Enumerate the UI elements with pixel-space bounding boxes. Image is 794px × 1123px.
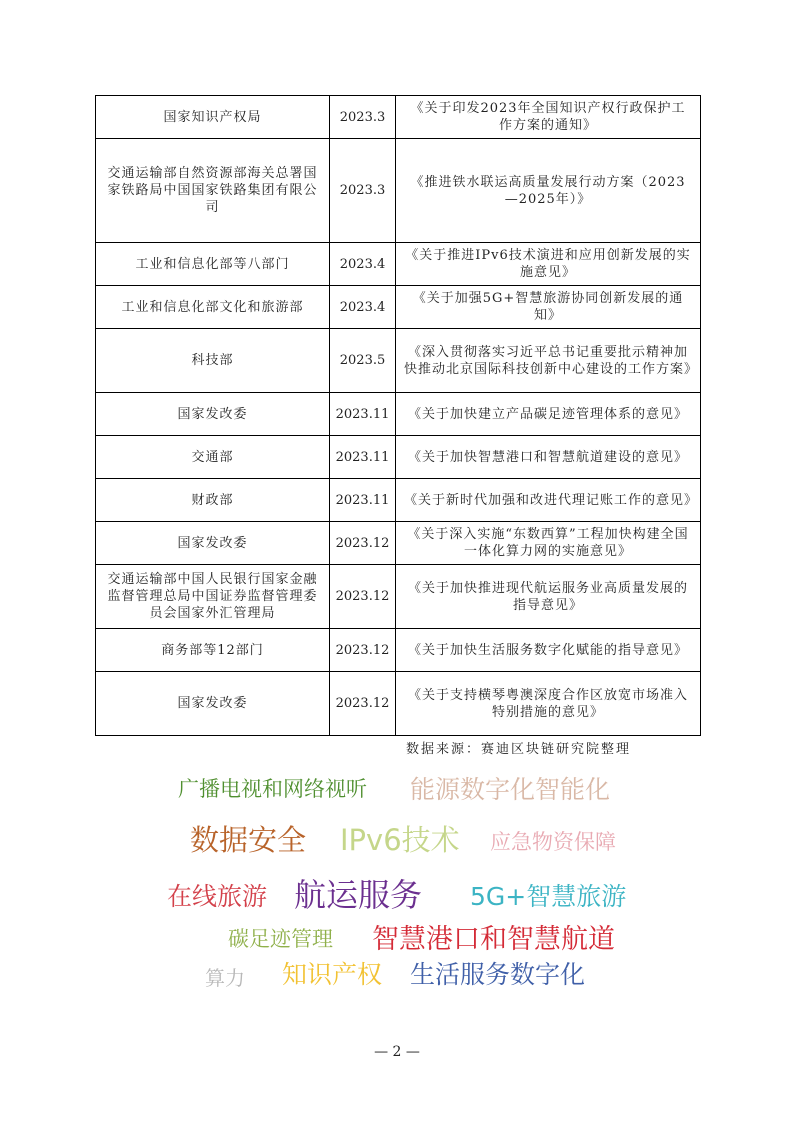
table-row: [96, 393, 701, 436]
document-cell: 《关于推进IPv6技术演进和应用创新发展的实施意见》: [396, 243, 701, 286]
document-cell: 《关于支持横琴粤澳深度合作区放宽市场准入特别措施的意见》: [396, 672, 701, 736]
table-row: [96, 96, 701, 139]
cloud-word: 碳足迹管理: [228, 927, 333, 951]
table-row: [96, 139, 701, 243]
date-cell: 2023.5: [330, 329, 396, 393]
department-cell: 交通运输部自然资源部海关总署国家铁路局中国国家铁路集团有限公司: [96, 139, 330, 243]
department-cell: 工业和信息化部等八部门: [96, 243, 330, 286]
cloud-word: 应急物资保障: [490, 830, 616, 854]
cloud-word: 在线旅游: [167, 882, 268, 911]
cloud-word: 生活服务数字化: [410, 960, 586, 989]
department-cell: 财政部: [96, 479, 330, 522]
table-row: [96, 522, 701, 565]
document-cell: 《关于加快推进现代航运服务业高质量发展的指导意见》: [396, 565, 701, 629]
cloud-word: 算力: [205, 966, 245, 990]
table-row: [96, 629, 701, 672]
table-row: [96, 436, 701, 479]
document-cell: 《关于加快智慧港口和智慧航道建设的意见》: [396, 436, 701, 479]
table-row: [96, 565, 701, 629]
table-row: [96, 479, 701, 522]
date-cell: 2023.4: [330, 243, 396, 286]
cloud-word: 数据安全: [190, 823, 307, 857]
date-cell: 2023.12: [330, 672, 396, 736]
date-cell: 2023.12: [330, 522, 396, 565]
document-cell: 《关于印发2023年全国知识产权行政保护工作方案的通知》: [396, 96, 701, 139]
cloud-word: 广播电视和网络视听: [178, 777, 367, 801]
date-cell: 2023.11: [330, 479, 396, 522]
department-cell: 商务部等12部门: [96, 629, 330, 672]
cloud-word: 航运服务: [294, 876, 423, 914]
document-cell: 《推进铁水联运高质量发展行动方案（2023—2025年）》: [396, 139, 701, 243]
document-cell: 《关于加强5G+智慧旅游协同创新发展的通知》: [396, 286, 701, 329]
department-cell: 科技部: [96, 329, 330, 393]
page-number: — 2 —: [374, 1044, 420, 1060]
data-source-note: 数据来源：赛迪区块链研究院整理: [406, 742, 632, 757]
table-row: [96, 286, 701, 329]
date-cell: 2023.11: [330, 436, 396, 479]
cloud-word: 能源数字化智能化: [410, 775, 611, 804]
document-cell: 《关于新时代加强和改进代理记账工作的意见》: [396, 479, 701, 522]
table-row: [96, 329, 701, 393]
document-cell: 《关于深入实施“东数西算”工程加快构建全国一体化算力网的实施意见》: [396, 522, 701, 565]
date-cell: 2023.4: [330, 286, 396, 329]
document-cell: 《关于加快建立产品碳足迹管理体系的意见》: [396, 393, 701, 436]
department-cell: 国家发改委: [96, 672, 330, 736]
department-cell: 国家发改委: [96, 522, 330, 565]
policy-table: [95, 95, 701, 736]
cloud-word: IPv6技术: [340, 823, 460, 857]
cloud-word: 5G+智慧旅游: [470, 882, 627, 911]
cloud-word: 知识产权: [282, 960, 383, 989]
date-cell: 2023.12: [330, 629, 396, 672]
date-cell: 2023.3: [330, 96, 396, 139]
department-cell: 交通部: [96, 436, 330, 479]
table-row: [96, 672, 701, 736]
department-cell: 国家知识产权局: [96, 96, 330, 139]
department-cell: 国家发改委: [96, 393, 330, 436]
table-row: [96, 243, 701, 286]
date-cell: 2023.11: [330, 393, 396, 436]
document-cell: 《关于加快生活服务数字化赋能的指导意见》: [396, 629, 701, 672]
date-cell: 2023.12: [330, 565, 396, 629]
document-cell: 《深入贯彻落实习近平总书记重要批示精神加快推动北京国际科技创新中心建设的工作方案》: [396, 329, 701, 393]
cloud-word: 智慧港口和智慧航道: [372, 924, 615, 955]
department-cell: 交通运输部中国人民银行国家金融监督管理总局中国证券监督管理委员会国家外汇管理局: [96, 565, 330, 629]
department-cell: 工业和信息化部文化和旅游部: [96, 286, 330, 329]
date-cell: 2023.3: [330, 139, 396, 243]
